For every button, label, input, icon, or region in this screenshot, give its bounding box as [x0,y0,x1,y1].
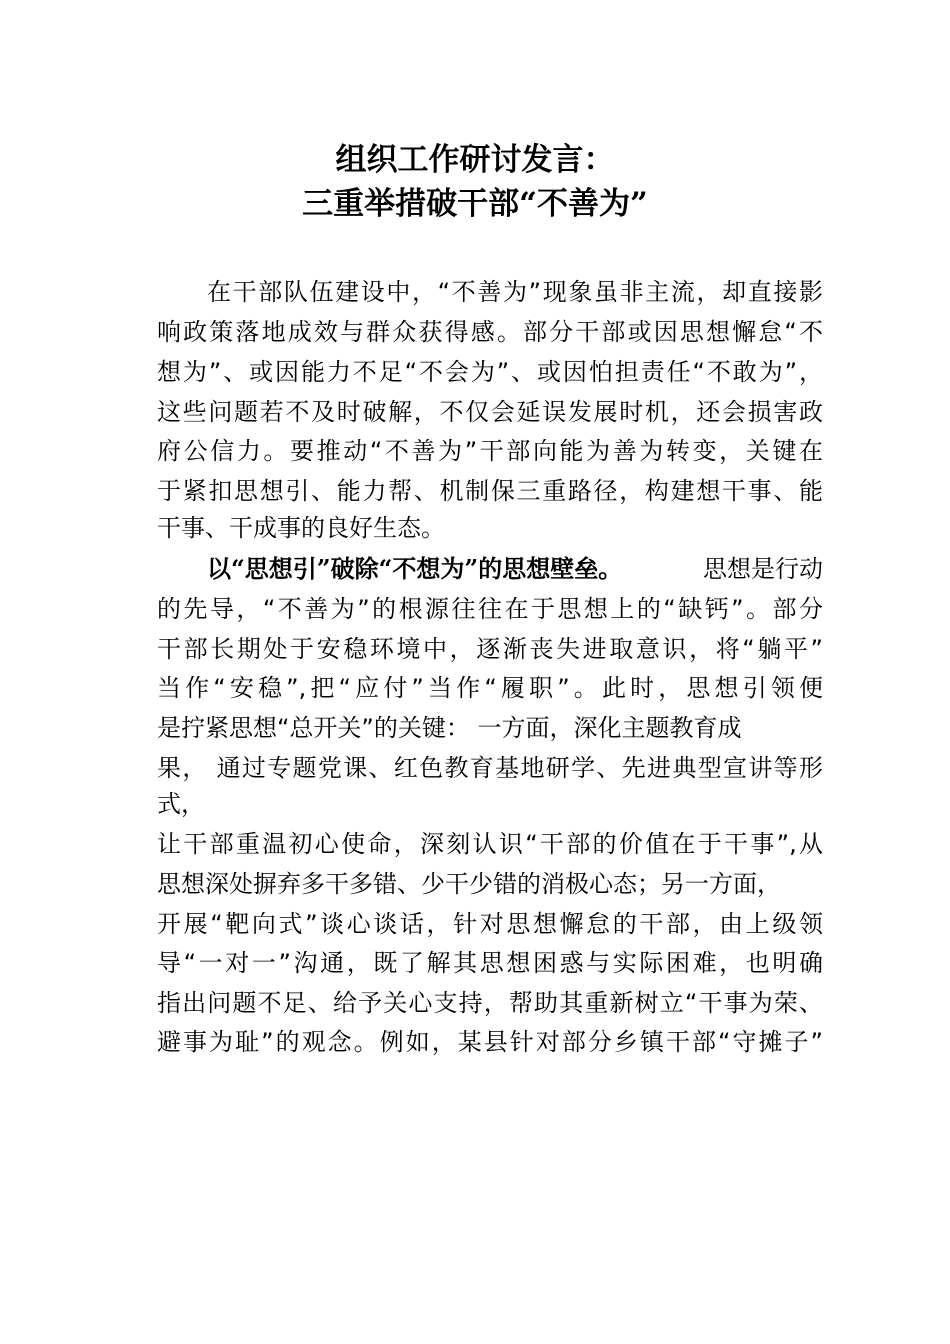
text-line: 开展“靶向式”谈心谈话，针对思想懈怠的干部，由上级领 [157,910,823,938]
text-line: 指出问题不足、给予关心支持，帮助其重新树立“干事为荣、 [157,989,823,1017]
text-line [207,553,823,585]
document-title-line-1: 组织工作研讨发言： [335,142,615,178]
text-line: 果， 通过专题党课、红色教育基地研学、先进典型宣讲等形 [157,754,823,782]
text-line: 思想深处摒弃多干多错、少干少错的消极心态；另一方面， [157,870,781,898]
section-heading: 以“思想引”破除“不想为”的思想壁垒。 [207,554,623,583]
text-line: 是拧紧思想“总开关”的关键： 一方面，深化主题教育成 [157,714,742,742]
text-line: 想为”、或因能力不足“不会为”、或因怕担责任“不敢为”， [157,358,823,386]
text-line: 干部长期处于安稳环境中，逐渐丧失进取意识，将“躺平” [157,635,823,663]
text-line: 响政策落地成效与群众获得感。部分干部或因思想懈怠“不 [157,318,823,346]
text-line: 府公信力。要推动“不善为”干部向能为善为转变，关键在 [157,437,823,465]
text-line: 这些问题若不及时破解，不仅会延误发展时机，还会损害政 [157,398,823,426]
text-line: 式， [157,790,205,818]
text-line: 导“一对一”沟通，既了解其思想困惑与实际困难，也明确 [157,949,823,977]
text-line: 于紧扣思想引、能力帮、机制保三重路径，构建想干事、能 [157,477,823,505]
text-line: 的先导，“不善为”的根源往往在于思想上的“缺钙”。部分 [157,595,823,623]
text-line: 避事为耻”的观念。例如，某县针对部分乡镇干部“守摊子” [157,1028,823,1056]
text-line: 在干部队伍建设中，“不善为”现象虽非主流，却直接影 [207,278,823,306]
text-line: 让干部重温初心使命，深刻认识“干部的价值在于干事”,从 [157,830,823,858]
text-line: 干事、干成事的良好生态。 [157,514,445,542]
text-line: 当作“安稳”,把“应付”当作“履职”。此时，思想引领便 [157,674,823,702]
document-title-line-2: 三重举措破干部“不善为” [302,186,648,222]
text-run: 思想是行动 [703,555,823,583]
